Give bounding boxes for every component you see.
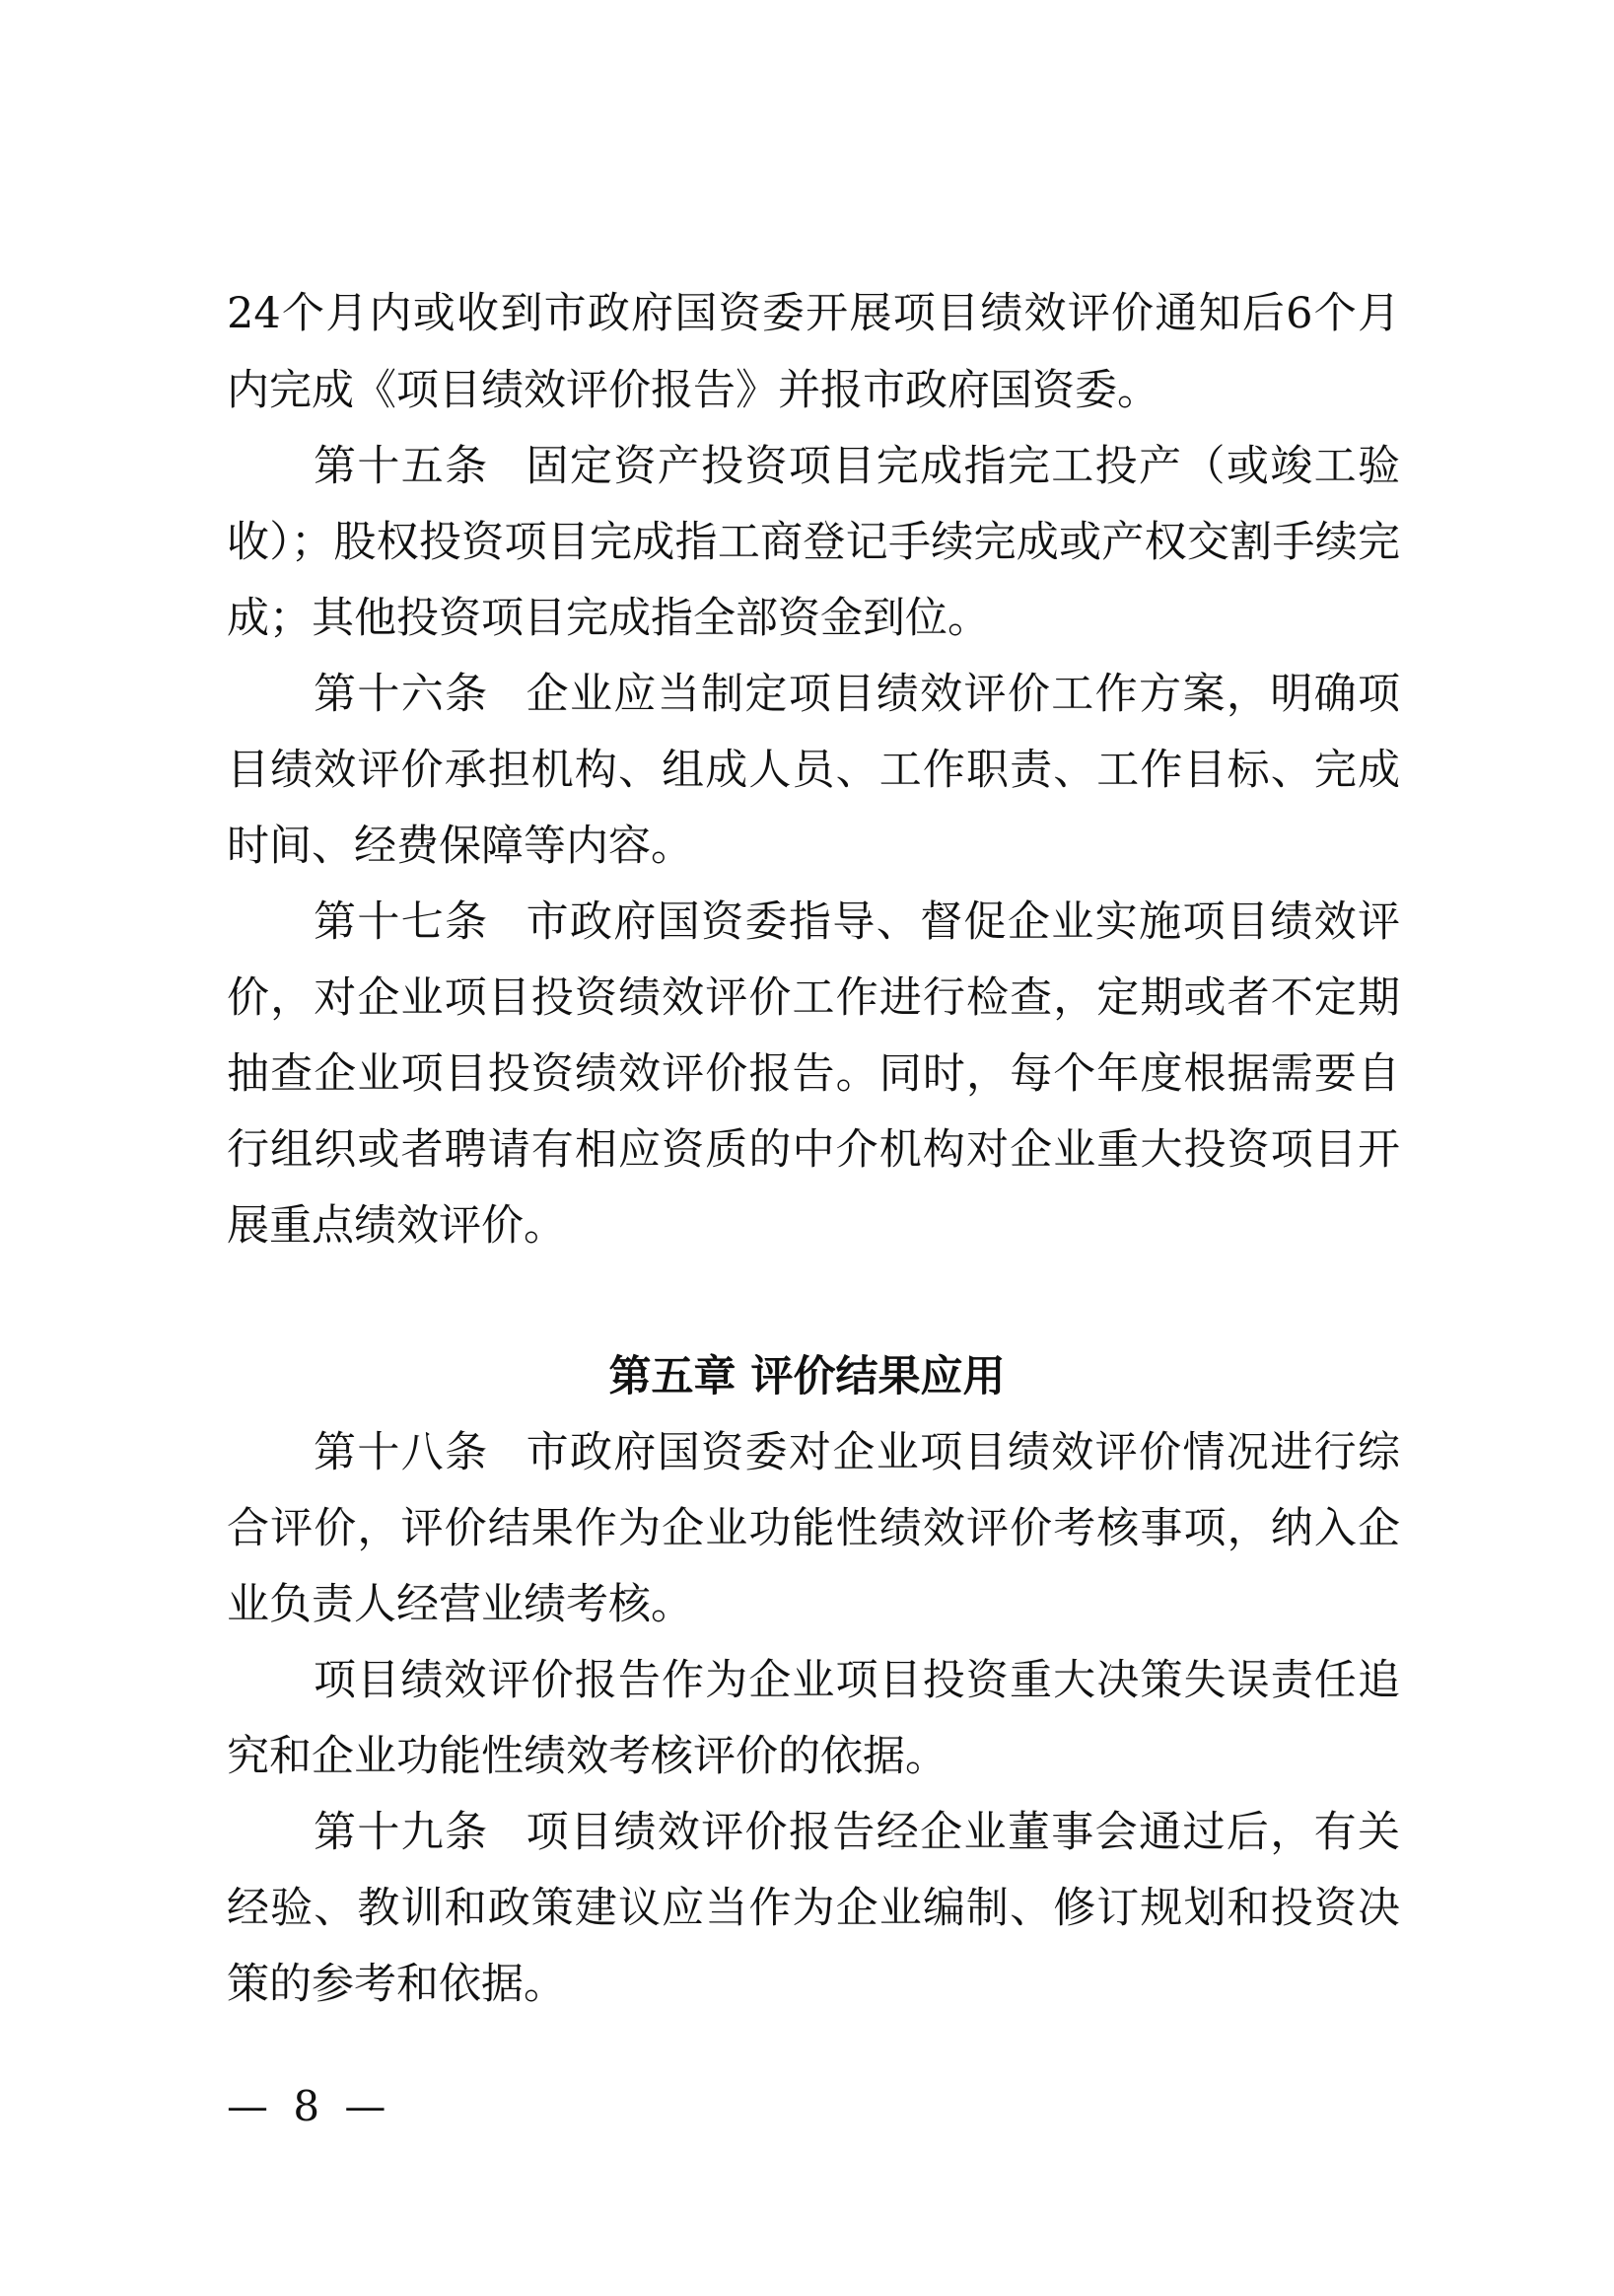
paragraph-line: 内完成《项目绩效评价报告》并报市政府国资委。 (227, 366, 1159, 415)
article-16-line: 时间、经费保障等内容。 (227, 822, 693, 871)
article-15-line: 成；其他投资项目完成指全部资金到位。 (227, 594, 990, 643)
article-number: 第十六条 (314, 670, 489, 719)
article-number: 第十九条 (314, 1808, 489, 1857)
paragraph-line: 究和企业功能性绩效考核评价的依据。 (227, 1732, 947, 1781)
article-16-line: 目绩效评价承担机构、组成人员、工作职责、工作目标、完成 (227, 746, 1400, 795)
paragraph-line: 项目绩效评价报告作为企业项目投资重大决策失误责任追 (314, 1656, 1400, 1705)
article-number: 第十七条 (314, 897, 489, 947)
article-text: 市政府国资委指导、督促企业实施项目绩效评 (526, 897, 1401, 947)
article-number: 第十八条 (314, 1428, 489, 1477)
article-15-line: 收）；股权投资项目完成指工商登记手续完成或产权交割手续完 (227, 518, 1400, 567)
article-17-line (314, 895, 1400, 950)
article-17-line: 抽查企业项目投资绩效评价报告。同时，每个年度根据需要自 (227, 1049, 1400, 1099)
article-18-line: 合评价，评价结果作为企业功能性绩效评价考核事项，纳入企 (227, 1504, 1400, 1553)
article-text: 市政府国资委对企业项目绩效评价情况进行综 (526, 1428, 1401, 1477)
paragraph-line: 24个月内或收到市政府国资委开展项目绩效评价通知后6个月 (227, 289, 1400, 338)
article-18-line: 业负责人经营业绩考核。 (227, 1580, 693, 1629)
article-15-line (314, 439, 1400, 494)
article-17-line: 价，对企业项目投资绩效评价工作进行检查，定期或者不定期 (227, 973, 1400, 1023)
article-16-line (314, 667, 1400, 722)
page-number: — 8 — (227, 2082, 392, 2130)
article-text: 固定资产投资项目完成指完工投产（或竣工验 (526, 442, 1401, 491)
article-18-line (314, 1425, 1400, 1480)
article-17-line: 展重点绩效评价。 (227, 1201, 566, 1251)
article-19-line (314, 1805, 1400, 1860)
chapter-title: 第五章 评价结果应用 (608, 1352, 1006, 1401)
article-text: 企业应当制定项目绩效评价工作方案，明确项 (526, 670, 1401, 719)
article-19-line: 经验、教训和政策建议应当作为企业编制、修订规划和投资决 (227, 1884, 1400, 1933)
article-number: 第十五条 (314, 442, 489, 491)
article-19-line: 策的参考和依据。 (227, 1960, 566, 2009)
article-17-line: 行组织或者聘请有相应资质的中介机构对企业重大投资项目开 (227, 1125, 1400, 1175)
article-text: 项目绩效评价报告经企业董事会通过后，有关 (526, 1808, 1401, 1857)
